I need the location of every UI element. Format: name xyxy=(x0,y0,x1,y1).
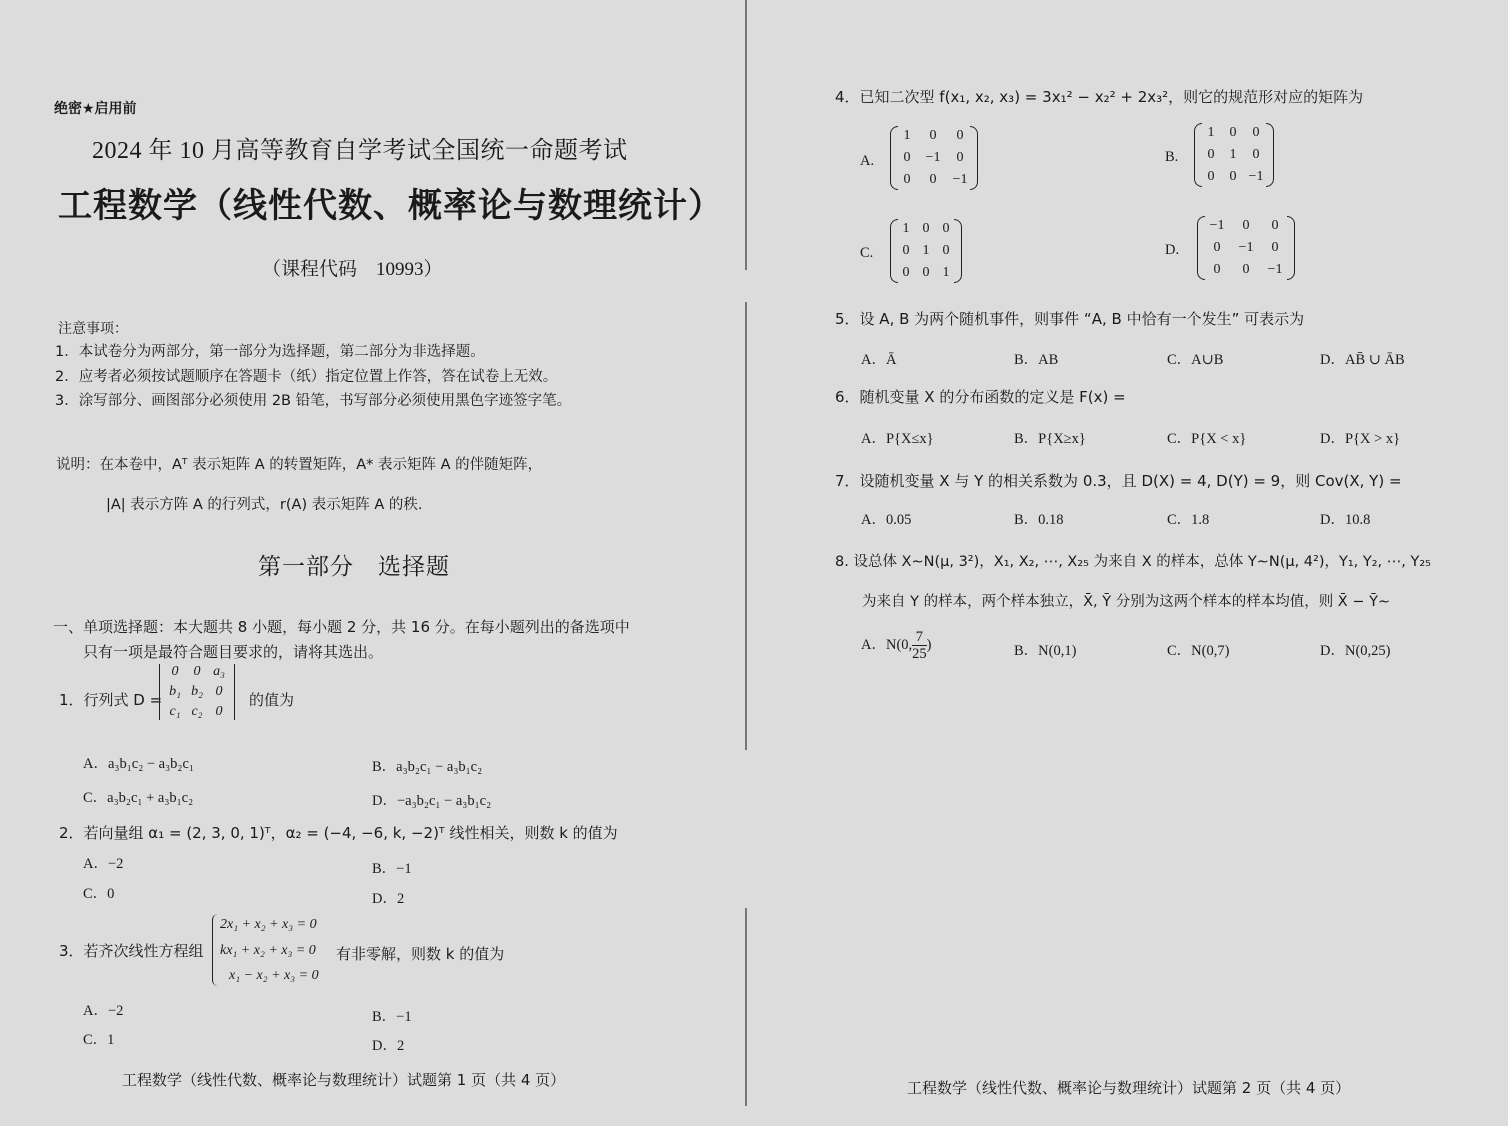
option-a-prefix: A．N(0, xyxy=(861,636,913,653)
matrix-cell: 0 xyxy=(929,128,937,143)
matrix-cell: 0 xyxy=(956,128,964,143)
note-item: 2．应考者必须按试题顺序在答题卡（纸）指定位置上作答，答在试卷上无效。 xyxy=(55,369,558,385)
equation: x₁ − x₂ + x₃ = 0 xyxy=(229,968,319,983)
matrix-cell: 0 xyxy=(1271,218,1279,233)
det-cell: c₁ xyxy=(169,704,181,719)
option-b[interactable]: B．P{X≥x} xyxy=(1014,431,1086,447)
option-b[interactable]: B．N(0,1) xyxy=(1014,643,1077,659)
equation: kx₁ + x₂ + x₃ = 0 xyxy=(220,943,316,958)
matrix-cell: 0 xyxy=(1242,262,1250,277)
option-a-matrix[interactable] xyxy=(890,126,978,190)
matrix-cell: 0 xyxy=(1252,147,1260,162)
option-b[interactable]: B．−1 xyxy=(372,861,412,877)
option-c[interactable]: C. xyxy=(860,245,874,261)
note-item: 3．涂写部分、画图部分必须使用 2B 铅笔，书写部分必须使用黑色字迹签字笔。 xyxy=(55,393,572,409)
question-text: 2．若向量组 α₁ = (2, 3, 0, 1)ᵀ，α₂ = (−4, −6, k, −2)ᵀ 线性相关，则数 k 的值为 xyxy=(59,824,618,842)
course-code: （课程代码 10993） xyxy=(262,259,443,280)
matrix-cell: 0 xyxy=(1213,240,1221,255)
option-c[interactable]: C．P{X < x} xyxy=(1167,431,1247,447)
matrix-cell: 0 xyxy=(1229,125,1237,140)
fraction xyxy=(912,629,927,662)
option-d[interactable]: D．−a₃b₂c₁ − a₃b₁c₂ xyxy=(372,793,492,809)
fraction-denominator: 25 xyxy=(912,646,927,662)
matrix-cell: 0 xyxy=(1271,240,1279,255)
section-instructions: 一、单项选择题：本大题共 8 小题，每小题 2 分，共 16 分。在每小题列出的备选项中 xyxy=(53,618,630,636)
option-c[interactable]: C．A∪B xyxy=(1167,352,1224,368)
page-divider xyxy=(745,0,747,270)
option-d[interactable]: D．2 xyxy=(372,1038,405,1054)
question-text: 为来自 Y 的样本，两个样本独立，X̄, Ȳ 分别为这两个样本的样本均值，则 X̄ − Ȳ∼ xyxy=(862,594,1391,610)
matrix-cell: 0 xyxy=(956,150,964,165)
matrix-cell: 1 xyxy=(902,221,910,236)
option-a[interactable]: A．a₃b₁c₂ − a₃b₂c₁ xyxy=(83,756,194,772)
matrix-cell: 1 xyxy=(942,265,950,280)
matrix-cell: 0 xyxy=(922,265,930,280)
question-text: 7．设随机变量 X 与 Y 的相关系数为 0.3，且 D(X) = 4, D(Y) = 9，则 Cov(X, Y) = xyxy=(835,472,1402,490)
det-cell: a₃ xyxy=(213,664,225,679)
section-instructions: 只有一项是最符合题目要求的，请将其选出。 xyxy=(83,643,384,661)
det-cell: 0 xyxy=(193,664,201,679)
option-b[interactable]: B. xyxy=(1165,149,1179,165)
question-text: 4．已知二次型 f(x₁, x₂, x₃) = 3x₁² − x₂² + 2x₃²，则它的规范形对应的矩阵为 xyxy=(835,88,1364,106)
matrix-cell: 0 xyxy=(1242,218,1250,233)
det-cell: b₂ xyxy=(191,684,203,699)
option-a[interactable] xyxy=(861,629,932,662)
matrix-cell: 0 xyxy=(929,172,937,187)
question-text: 3．若齐次线性方程组 xyxy=(59,942,204,960)
det-cell: 0 xyxy=(171,664,179,679)
matrix-cell: 0 xyxy=(903,150,911,165)
matrix-cell: −1 xyxy=(1267,262,1283,277)
matrix-cell: 0 xyxy=(903,172,911,187)
option-b-matrix[interactable] xyxy=(1194,123,1274,187)
page-divider xyxy=(745,302,747,750)
matrix-cell: 0 xyxy=(902,243,910,258)
option-d-matrix[interactable] xyxy=(1197,216,1295,280)
option-c[interactable]: C．1 xyxy=(83,1032,115,1048)
option-b[interactable]: B．0.18 xyxy=(1014,512,1064,528)
page-footer: 工程数学（线性代数、概率论与数理统计）试题第 1 页（共 4 页） xyxy=(122,1071,566,1089)
option-b[interactable]: B．a₃b₂c₁ − a₃b₁c₂ xyxy=(372,759,483,775)
det-cell: 0 xyxy=(215,704,223,719)
part-title: 第一部分 选择题 xyxy=(258,554,450,580)
matrix-cell: 0 xyxy=(1252,125,1260,140)
matrix-cell: −1 xyxy=(952,172,968,187)
option-a-suffix: ) xyxy=(926,636,932,653)
question-text: 5．设 A, B 为两个随机事件，则事件 “A, B 中恰有一个发生” 可表示为 xyxy=(835,310,1305,328)
option-d[interactable]: D. xyxy=(1165,242,1180,258)
page-divider xyxy=(745,908,747,1106)
option-c[interactable]: C．a₃b₂c₁ + a₃b₁c₂ xyxy=(83,790,194,806)
option-b[interactable]: B．AB xyxy=(1014,352,1059,368)
confidential-label: 绝密★启用前 xyxy=(54,101,137,117)
question-text: 的值为 xyxy=(249,691,295,709)
option-c[interactable]: C．1.8 xyxy=(1167,512,1210,528)
question-text: 8. 设总体 X∼N(μ, 3²)，X₁, X₂, ⋯, X₂₅ 为来自 X 的样本，总体 Y∼N(μ, 4²)，Y₁, Y₂, ⋯, Y₂₅ xyxy=(835,554,1431,570)
question-text: 6．随机变量 X 的分布函数的定义是 F(x) = xyxy=(835,388,1126,406)
question-text: 有非零解，则数 k 的值为 xyxy=(336,945,505,963)
equation: 2x₁ + x₂ + x₃ = 0 xyxy=(220,917,317,932)
option-d[interactable]: D．N(0,25) xyxy=(1320,643,1391,659)
fraction-numerator: 7 xyxy=(912,629,927,646)
matrix-cell: 0 xyxy=(1207,169,1215,184)
option-c-matrix[interactable] xyxy=(890,219,962,283)
note-item: 1．本试卷分为两部分，第一部分为选择题，第二部分为非选择题。 xyxy=(55,344,485,360)
option-a[interactable]: A．−2 xyxy=(83,1003,124,1019)
determinant xyxy=(159,664,235,720)
left-brace xyxy=(212,914,219,986)
matrix-cell: 0 xyxy=(922,221,930,236)
page-footer: 工程数学（线性代数、概率论与数理统计）试题第 2 页（共 4 页） xyxy=(907,1079,1351,1097)
option-a[interactable]: A．−2 xyxy=(83,856,124,872)
det-cell: 0 xyxy=(215,684,223,699)
option-d[interactable]: D．P{X > x} xyxy=(1320,431,1401,447)
subject-title: 工程数学（线性代数、概率论与数理统计） xyxy=(58,186,723,226)
matrix-cell: 0 xyxy=(1229,169,1237,184)
option-b[interactable]: B．−1 xyxy=(372,1009,412,1025)
explanation-line: |A| 表示方阵 A 的行列式，r(A) 表示矩阵 A 的秩. xyxy=(106,497,423,513)
matrix-cell: 0 xyxy=(902,265,910,280)
option-d[interactable]: D．10.8 xyxy=(1320,512,1371,528)
option-c[interactable]: C．0 xyxy=(83,886,115,902)
option-a[interactable]: A．Ā xyxy=(861,352,897,368)
matrix-cell: 0 xyxy=(1213,262,1221,277)
matrix-cell: 1 xyxy=(903,128,911,143)
option-d[interactable]: D．AB̄ ∪ ĀB xyxy=(1320,352,1405,368)
matrix-cell: −1 xyxy=(1248,169,1264,184)
option-d[interactable]: D．2 xyxy=(372,891,405,907)
matrix-cell: −1 xyxy=(1238,240,1254,255)
matrix-cell: −1 xyxy=(925,150,941,165)
matrix-cell: 1 xyxy=(922,243,930,258)
matrix-cell: 0 xyxy=(942,243,950,258)
matrix-cell: 1 xyxy=(1229,147,1237,162)
matrix-cell: 0 xyxy=(942,221,950,236)
det-cell: b₁ xyxy=(169,684,181,699)
question-text: 1．行列式 D = xyxy=(59,691,163,709)
option-a[interactable]: A. xyxy=(860,153,875,169)
option-a[interactable]: A．0.05 xyxy=(861,512,912,528)
det-cell: c₂ xyxy=(191,704,203,719)
matrix-cell: 1 xyxy=(1207,125,1215,140)
explanation-line: 说明：在本卷中，Aᵀ 表示矩阵 A 的转置矩阵，A* 表示矩阵 A 的伴随矩阵， xyxy=(56,457,543,473)
exam-title: 2024 年 10 月高等教育自学考试全国统一命题考试 xyxy=(92,138,628,164)
notes-heading: 注意事项： xyxy=(58,321,128,337)
matrix-cell: −1 xyxy=(1209,218,1225,233)
option-c[interactable]: C．N(0,7) xyxy=(1167,643,1230,659)
matrix-cell: 0 xyxy=(1207,147,1215,162)
option-a[interactable]: A．P{X≤x} xyxy=(861,431,934,447)
